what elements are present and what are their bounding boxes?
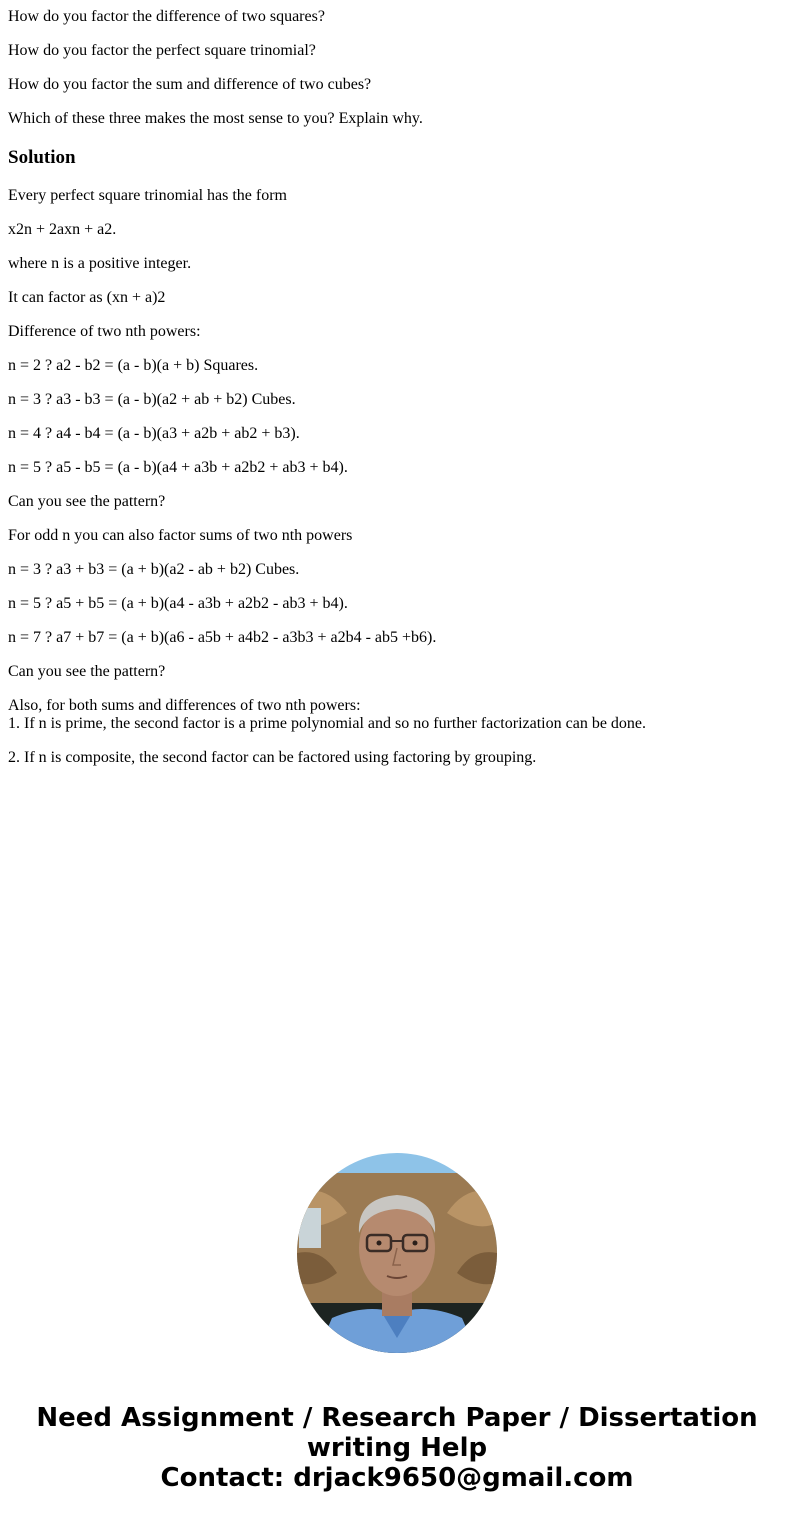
question-2: How do you factor the perfect square trinomial? [8, 42, 316, 59]
footer-banner [0, 1403, 794, 1493]
solution-line: n = 2 ? a2 - b2 = (a - b)(a + b) Squares. [8, 357, 259, 374]
footer-contact: Contact: drjack9650@gmail.com [160, 1463, 634, 1493]
note-line: 1. If n is prime, the second factor is a prime polynomial and so no further factorization can be done. [8, 715, 647, 732]
solution-line: x2n + 2axn + a2. [8, 221, 117, 238]
avatar-photo [297, 1153, 497, 1353]
footer-line-2: writing Help [306, 1433, 488, 1463]
solution-line: n = 4 ? a4 - b4 = (a - b)(a3 + a2b + ab2 + b3). [8, 425, 300, 442]
footer-line-1: Need Assignment / Research Paper / Dissertation [36, 1403, 758, 1433]
solution-line: Difference of two nth powers: [8, 323, 201, 340]
solution-line: Can you see the pattern? [8, 663, 166, 680]
solution-line: n = 3 ? a3 - b3 = (a - b)(a2 + ab + b2) Cubes. [8, 391, 296, 408]
solution-line: Every perfect square trinomial has the form [8, 187, 287, 204]
solution-line: n = 5 ? a5 + b5 = (a + b)(a4 - a3b + a2b2 - ab3 + b4). [8, 595, 348, 612]
avatar [297, 1153, 497, 1353]
question-4: Which of these three makes the most sense to you? Explain why. [8, 110, 423, 127]
solution-line: n = 3 ? a3 + b3 = (a + b)(a2 - ab + b2) Cubes. [8, 561, 300, 578]
question-1: How do you factor the difference of two squares? [8, 8, 325, 25]
solution-line: For odd n you can also factor sums of two nth powers [8, 527, 353, 544]
solution-line: It can factor as (xn + a)2 [8, 289, 166, 306]
solution-heading: Solution [8, 147, 76, 168]
solution-line: n = 7 ? a7 + b7 = (a + b)(a6 - a5b + a4b2 - a3b3 + a2b4 - ab5 +b6). [8, 629, 437, 646]
solution-line: n = 5 ? a5 - b5 = (a - b)(a4 + a3b + a2b2 + ab3 + b4). [8, 459, 348, 476]
solution-line: Can you see the pattern? [8, 493, 166, 510]
solution-line: where n is a positive integer. [8, 255, 192, 272]
note-line: 2. If n is composite, the second factor can be factored using factoring by grouping. [8, 749, 537, 766]
question-3: How do you factor the sum and difference of two cubes? [8, 76, 372, 93]
note-line: Also, for both sums and differences of two nth powers: [8, 697, 361, 714]
